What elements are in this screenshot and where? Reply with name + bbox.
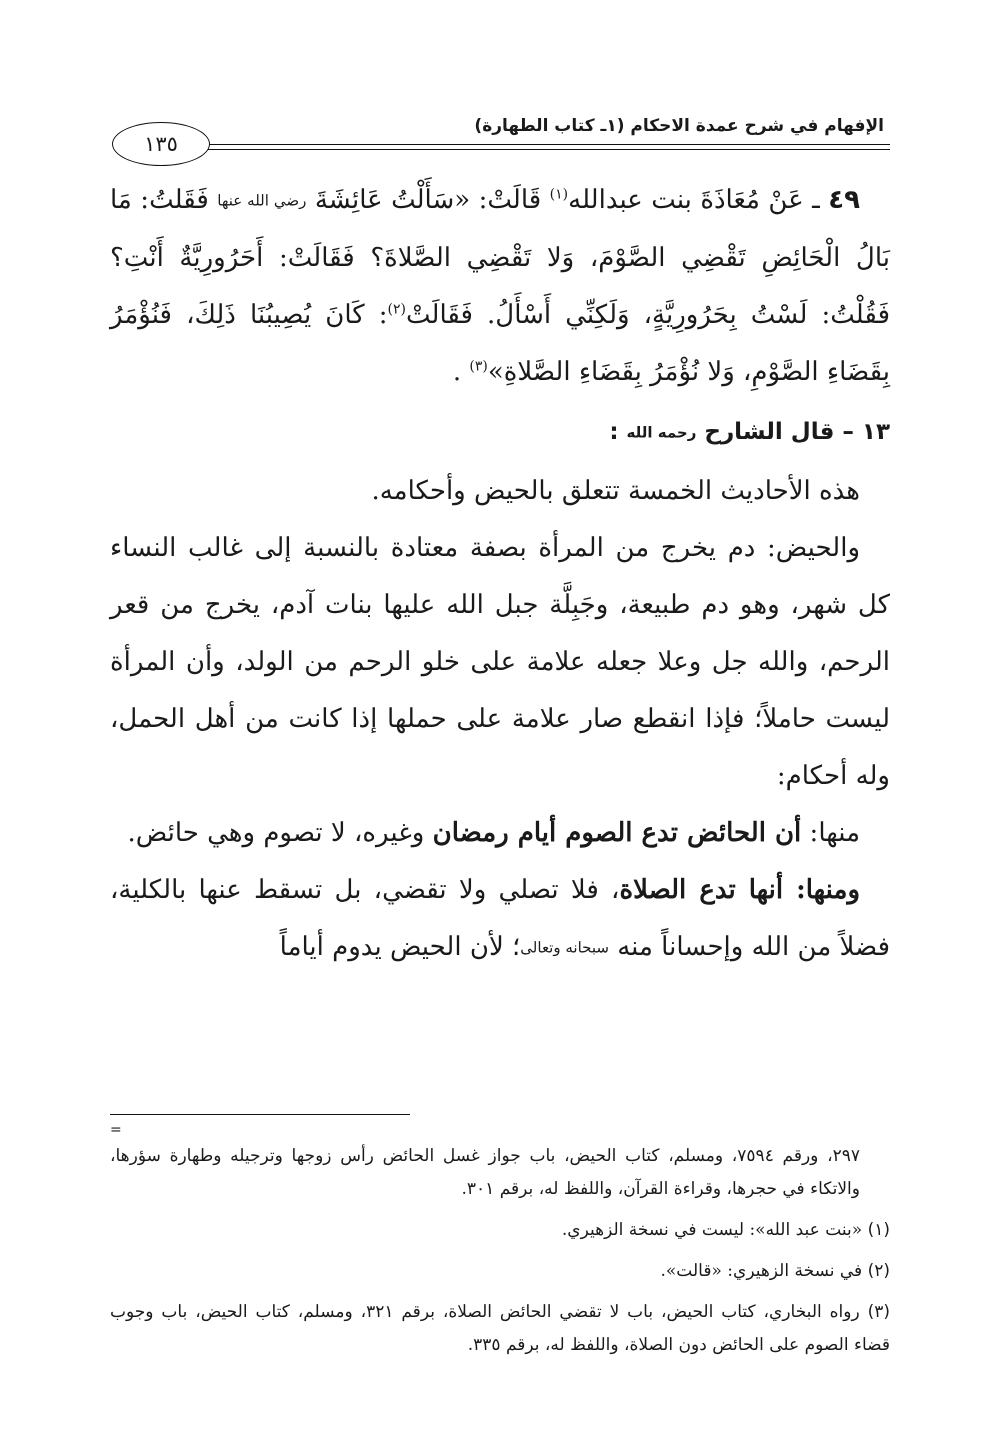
footnote-3 (110, 1296, 890, 1362)
footnote-ref-2[interactable]: (٢) (387, 300, 406, 317)
hadith-text-part: فَقَلتُ: مَا بَالُ الْحَائِضِ تَقْضِي الصَّوْمَ، وَلا تَقْضِي الصَّلاةَ؟ فَقَالَتْ: أَحَرُورِيَّةٌ أَنْتِ؟ فَقُلْتُ: لَسْتُ بِحَرُورِيَّةٍ، وَلَكِنِّي أَسْأَلُ. فَقَالَتْ (110, 185, 890, 330)
book-page (110, 100, 890, 1400)
section-heading (110, 401, 890, 464)
section-heading-colon: : (609, 418, 627, 445)
paragraph: هذه الأحاديث الخمسة تتعلق بالحيض وأحكامه. (371, 476, 860, 506)
paragraph (110, 805, 890, 862)
paragraph-text: ، فلا تصلي ولا تقضي، بل تسقط عنها بالكلية، فضلاً من الله وإحساناً منه (110, 875, 890, 962)
footnote-text: «بنت عبد الله»: ليست في نسخة الزهيري. (561, 1220, 868, 1240)
footnote-text: رواه البخاري، كتاب الحيض، باب لا تقضي الحائض الصلاة، برقم ٣٢١، ومسلم، كتاب الحيض، باب وجوب قضاء الصوم على الحائض دون الصلاة، واللفظ له، برقم ٣٣٥. (110, 1302, 890, 1355)
paragraph: والحيض: دم يخرج من المرأة بصفة معتادة بالنسبة إلى غالب النساء كل شهر، وهو دم طبيعة، وجَبِلَّة جبل الله عليها بنات آدم، يخرج من قعر الرحم، والله جل وعلا جعله علامة على خلو الرحم من الولد، وأن المرأة ليست حاملاً؛ فإذا انقطع صار علامة على حملها إذا كانت من أهل الحمل، وله أحكام: (110, 533, 890, 791)
page-number: ١٣٥ (144, 132, 178, 156)
hadith-text-part: : كَانَ يُصِيبُنَا ذَلِكَ، فَنُؤْمَرُ بِقَضَاءِ الصَّوْمِ، وَلا نُؤْمَرُ بِقَضَاءِ الصَّلاةِ» (110, 299, 890, 387)
page-header (110, 110, 890, 156)
footnote-ref-3[interactable]: (٣) (469, 357, 488, 374)
footnotes (110, 1140, 890, 1370)
main-content (110, 172, 890, 977)
hadith-text-part: ـ عَنْ مُعَاذَةَ بنت عبدالله (568, 185, 829, 215)
footnote-continued: ٢٩٧، ورقم ٧٥٩٤، ومسلم، كتاب الحيض، باب جواز غسل الحائض رأس زوجها وترجيله وطهارة سؤرها، والاتكاء في حجرها، وقراءة القرآن، واللفظ له، برقم ٣٠١. (110, 1146, 860, 1199)
footnote-continuation-mark: = (110, 1122, 122, 1138)
footnote-2 (110, 1255, 890, 1288)
page-number-badge (112, 122, 210, 166)
hadith-text (110, 172, 890, 401)
footnote-label: (١) (867, 1220, 890, 1240)
paragraph (110, 862, 890, 977)
paragraph-emphasis: أنها تدع الصلاة (619, 875, 784, 905)
header-rule-thin (202, 149, 890, 150)
hadith-text-part: قَالَتْ: «سَأَلْتُ عَائِشَةَ (306, 185, 550, 215)
footnote-label: (٢) (867, 1261, 890, 1281)
section-heading-text: ١٣ – قال الشارح (696, 418, 890, 445)
paragraph-text: ؛ لأن الحيض يدوم أياماً (279, 932, 521, 962)
footnote-label: (٣) (867, 1302, 890, 1322)
footnote-ref-1[interactable]: (١) (549, 186, 569, 203)
paragraph-lead: منها: (801, 818, 860, 848)
paragraph-lead: ومنها: (783, 875, 860, 905)
hadith-number: ٤٩ (828, 185, 860, 215)
hadith-text-end: . (452, 356, 470, 387)
footnote-separator (110, 1114, 410, 1115)
honorific-glyph: سبحانه وتعالى (520, 938, 609, 957)
honorific-glyph: رحمه الله (626, 423, 697, 441)
paragraph-emphasis: أن الحائض تدع الصوم أيام رمضان (432, 818, 802, 848)
running-title: الإفهام في شرح عمدة الاحكام (١ـ كتاب الطهارة) (474, 116, 884, 136)
header-rule (202, 144, 890, 145)
footnote-text: في نسخة الزهيري: «قالت». (660, 1261, 868, 1281)
paragraph-text: وغيره، لا تصوم وهي حائض. (127, 818, 433, 848)
honorific-glyph: رضي الله عنها (217, 191, 307, 210)
footnote-1 (110, 1214, 890, 1247)
